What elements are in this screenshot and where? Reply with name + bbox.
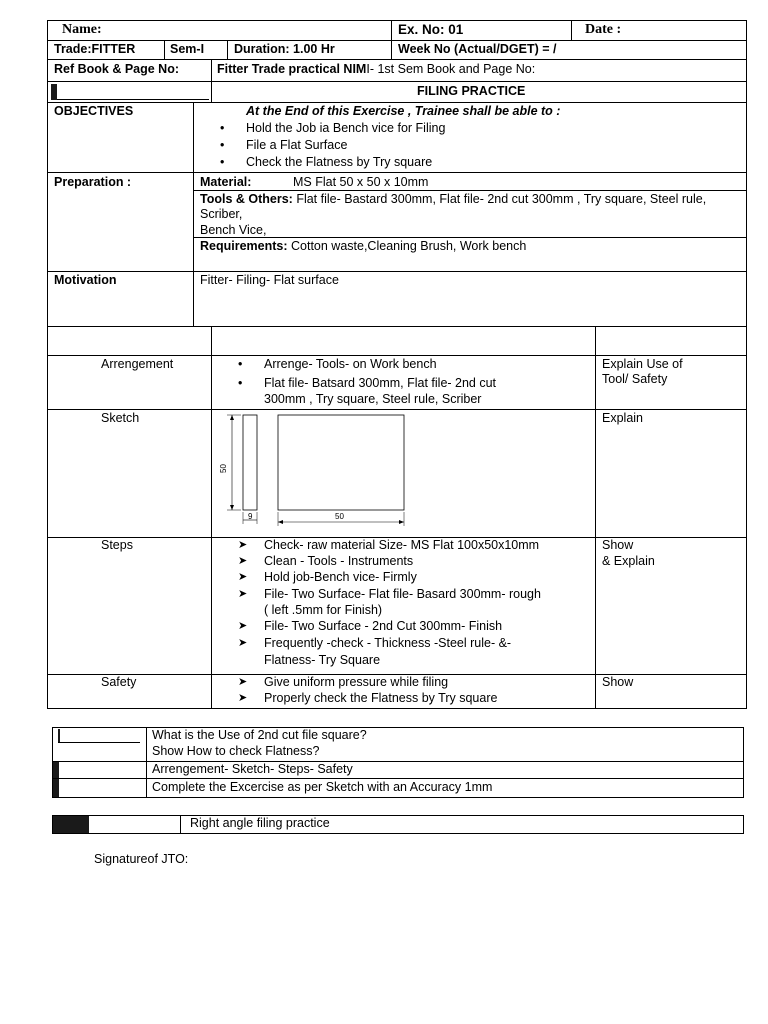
steps-label: Steps (101, 538, 133, 552)
step-item: ➤ File- Two Surface- Flat file- Basard 300mm- rough (264, 586, 541, 602)
tools-line-2: Scriber, (200, 207, 243, 221)
step-item: ➤ File- Two Surface - 2nd Cut 300mm- Finish (264, 618, 502, 634)
arrangement-remark-1: Explain Use of (602, 357, 683, 371)
safety-item: ➤ Properly check the Flatness by Try square (264, 690, 497, 706)
signature-label: Signatureof JTO: (94, 852, 189, 866)
requirements-line (200, 238, 526, 254)
sketch-dim-thickness: 9 (248, 512, 253, 521)
tools-line-1 (200, 191, 706, 207)
ref-book-value (217, 61, 535, 77)
tools-label: Tools & Others: (200, 192, 293, 206)
objective-item: • File a Flat Surface (246, 137, 347, 153)
steps-remark-1: Show (602, 538, 634, 552)
page-title: FILING PRACTICE (417, 84, 526, 98)
sketch-remark: Explain (602, 411, 643, 425)
date-label: Date : (585, 22, 622, 37)
next-exercise-title: Right angle filing practice (190, 816, 330, 830)
material-value: MS Flat 50 x 50 x 10mm (293, 175, 429, 189)
motivation-label: Motivation (54, 273, 117, 287)
name-label: Name: (62, 22, 102, 37)
step-item: ➤ Check- raw material Size- MS Flat 100x50x10mm (264, 537, 539, 553)
step-item-continued: Flatness- Try Square (264, 653, 381, 667)
assessment-item-3: Arrengement- Sketch- Steps- Safety (152, 762, 353, 776)
assessment-question-1: What is the Use of 2nd cut file square? (152, 728, 367, 742)
sketch-dim-height: 50 (218, 464, 228, 473)
sketch-label: Sketch (101, 411, 140, 425)
material-label: Material: (200, 175, 252, 189)
step-item: ➤ Frequently -check - Thickness -Steel rule- &- (264, 635, 511, 651)
safety-item: ➤ Give uniform pressure while filing (264, 674, 448, 690)
step-item: ➤ Hold job-Bench vice- Firmly (264, 569, 417, 585)
preparation-label: Preparation : (54, 175, 132, 189)
objective-item: • Check the Flatness by Try square (246, 154, 432, 170)
steps-remark-2: & Explain (602, 554, 655, 568)
objective-item: • Hold the Job ia Bench vice for Filing (246, 120, 445, 136)
arrangement-item: • Arrenge- Tools- on Work bench (264, 356, 437, 372)
trade-label: Trade:FITTER (54, 42, 136, 56)
step-item: ➤ Clean - Tools - Instruments (264, 553, 413, 569)
week-number: Week No (Actual/DGET) = / (398, 42, 557, 56)
job-sketch (215, 410, 415, 530)
safety-label: Safety (101, 675, 137, 689)
ref-book-value-rest: I- 1st Sem Book and Page No: (366, 62, 536, 76)
next-exercise-row (52, 815, 744, 834)
ref-book-label: Ref Book & Page No: (54, 62, 180, 76)
semester-label: Sem-I (170, 42, 205, 56)
arrangement-remark-2: Tool/ Safety (602, 372, 668, 386)
requirements-label: Requirements: (200, 239, 288, 253)
arrangement-item-continued: 300mm , Try square, Steel rule, Scriber (264, 392, 482, 406)
step-item-continued: ( left .5mm for Finish) (264, 603, 383, 617)
ref-book-value-bold: Fitter Trade practical NIM (217, 62, 367, 76)
motivation-value: Fitter- Filing- Flat surface (200, 273, 339, 287)
duration-label: Duration: 1.00 Hr (234, 42, 335, 56)
tools-line-3: Bench Vice, (200, 223, 267, 237)
safety-remark: Show (602, 675, 634, 689)
tools-value: Flat file- Bastard 300mm, Flat file- 2nd cut 300mm , Try square, Steel rule, (292, 192, 707, 206)
arrangement-label: Arrengement (101, 357, 174, 371)
arrangement-item: • Flat file- Batsard 300mm, Flat file- 2nd cut (264, 375, 496, 391)
assessment-item-4: Complete the Excercise as per Sketch with an Accuracy 1mm (152, 780, 493, 794)
assessment-question-2: Show How to check Flatness? (152, 744, 320, 758)
requirements-value: Cotton waste,Cleaning Brush, Work bench (287, 239, 527, 253)
exercise-number: Ex. No: 01 (398, 22, 464, 37)
objectives-label: OBJECTIVES (54, 104, 134, 118)
objectives-intro: At the End of this Exercise , Trainee shall be able to : (246, 104, 561, 118)
sketch-dim-width: 50 (335, 512, 344, 521)
